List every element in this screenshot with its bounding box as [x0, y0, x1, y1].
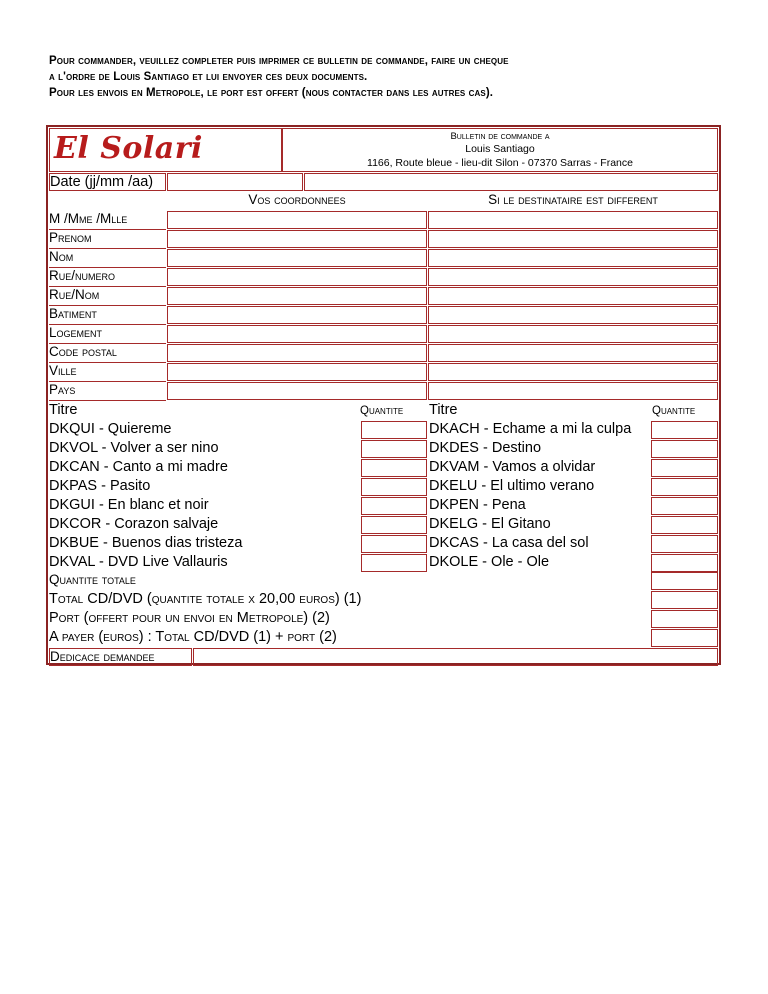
amount-due-field[interactable]: [651, 629, 718, 647]
column-recipient: Si le destinataire est different: [488, 192, 658, 207]
product-title: DKPEN - Pena: [429, 497, 526, 513]
product-qty-input[interactable]: [651, 421, 718, 439]
product-qty-input[interactable]: [361, 421, 427, 439]
row-divider: [49, 248, 166, 249]
product-title: DKOLE - Ole - Ole: [429, 554, 550, 570]
product-qty-input[interactable]: [651, 478, 718, 496]
instructions: [49, 53, 729, 101]
product-qty-input[interactable]: [361, 440, 427, 458]
product-title: DKCOR - Corazon salvaje: [49, 516, 219, 532]
form-title: Bulletin de commande a: [450, 131, 550, 142]
field-label: Pays: [49, 382, 76, 397]
your-field-input[interactable]: [167, 268, 427, 286]
your-field-input[interactable]: [167, 325, 427, 343]
product-qty-input[interactable]: [651, 497, 718, 515]
recipient-field-input[interactable]: [428, 230, 718, 248]
field-label: M /Mme /Mlle: [49, 211, 128, 226]
recipient-field-input[interactable]: [428, 249, 718, 267]
product-qty-input[interactable]: [361, 554, 427, 572]
row-divider: [49, 305, 166, 306]
product-qty-input[interactable]: [361, 497, 427, 515]
recipient-field-input[interactable]: [428, 325, 718, 343]
dedication-label: Dedicace demandee: [49, 648, 192, 666]
date-label: Date (jj/mm /aa): [49, 173, 166, 191]
date-field[interactable]: [167, 173, 303, 191]
product-qty-input[interactable]: [361, 516, 427, 534]
date-extra-field[interactable]: [304, 173, 718, 191]
product-title: DKVAM - Vamos a olvidar: [429, 459, 596, 475]
product-qty-input[interactable]: [361, 478, 427, 496]
title-header-left: Titre: [49, 402, 78, 418]
qty-header-left: Quantite: [360, 405, 404, 417]
instruction-line-2: a l'ordre de Louis Santiago et lui envoyer ces deux documents.: [49, 71, 368, 83]
product-qty-input[interactable]: [361, 459, 427, 477]
product-title: DKCAN - Canto a mi madre: [49, 459, 228, 475]
field-label: Rue/Nom: [49, 287, 100, 302]
row-divider: [49, 343, 166, 344]
qty-header-right: Quantite: [652, 405, 696, 417]
row-divider: [49, 229, 166, 230]
order-form: [46, 125, 721, 665]
instruction-line-1: Pour commander, veuillez completer puis imprimer ce bulletin de commande, faire un cheque: [49, 55, 509, 67]
your-field-input[interactable]: [167, 287, 427, 305]
row-divider: [49, 400, 166, 401]
product-qty-input[interactable]: [651, 459, 718, 477]
product-title: DKDES - Destino: [429, 440, 542, 456]
logo: El Solari: [49, 128, 282, 172]
product-title: DKCAS - La casa del sol: [429, 535, 589, 551]
recipient-field-input[interactable]: [428, 287, 718, 305]
shipping-field[interactable]: [651, 610, 718, 628]
title-header-right: Titre: [429, 402, 458, 418]
product-qty-input[interactable]: [651, 440, 718, 458]
recipient-field-input[interactable]: [428, 344, 718, 362]
your-field-input[interactable]: [167, 230, 427, 248]
product-title: DKQUI - Quiereme: [49, 421, 172, 437]
your-field-input[interactable]: [167, 382, 427, 400]
your-field-input[interactable]: [167, 211, 427, 229]
product-qty-input[interactable]: [651, 554, 718, 572]
seller-name: Louis Santiago: [465, 143, 535, 155]
your-field-input[interactable]: [167, 344, 427, 362]
recipient-field-input[interactable]: [428, 363, 718, 381]
your-field-input[interactable]: [167, 306, 427, 324]
shipping-label: Port (offert pour un envoi en Metropole) (2): [49, 610, 330, 626]
instruction-line-3: Pour les envois en Metropole, le port est offert (nous contacter dans les autres cas).: [49, 87, 494, 99]
row-divider: [49, 381, 166, 382]
amount-due-label: A payer (euros) : Total CD/DVD (1) + port (2): [49, 629, 337, 645]
dedication-field[interactable]: [193, 648, 718, 666]
recipient-field-input[interactable]: [428, 306, 718, 324]
recipient-header: [282, 128, 718, 172]
recipient-field-input[interactable]: [428, 382, 718, 400]
row-divider: [49, 286, 166, 287]
product-title: DKELU - El ultimo verano: [429, 478, 595, 494]
your-field-input[interactable]: [167, 249, 427, 267]
product-qty-input[interactable]: [651, 516, 718, 534]
total-quantity-field[interactable]: [651, 572, 718, 590]
your-field-input[interactable]: [167, 363, 427, 381]
product-title: DKGUI - En blanc et noir: [49, 497, 209, 513]
product-qty-input[interactable]: [361, 535, 427, 553]
product-title: DKVOL - Volver a ser nino: [49, 440, 219, 456]
total-quantity-label: Quantite totale: [49, 572, 136, 587]
field-label: Rue/numero: [49, 268, 116, 283]
row-divider: [49, 362, 166, 363]
product-title: DKACH - Echame a mi la culpa: [429, 421, 632, 437]
product-title: DKVAL - DVD Live Vallauris: [49, 554, 228, 570]
product-title: DKPAS - Pasito: [49, 478, 151, 494]
product-title: DKELG - El Gitano: [429, 516, 551, 532]
product-qty-input[interactable]: [651, 535, 718, 553]
row-divider: [49, 324, 166, 325]
product-title: DKBUE - Buenos dias tristeza: [49, 535, 243, 551]
field-label: Prenom: [49, 230, 92, 245]
recipient-field-input[interactable]: [428, 268, 718, 286]
field-label: Logement: [49, 325, 103, 340]
total-cd-label: Total CD/DVD (quantite totale x 20,00 euros) (1): [49, 591, 362, 607]
total-cd-field[interactable]: [651, 591, 718, 609]
column-your-details: Vos coordonnees: [248, 192, 346, 207]
row-divider: [49, 267, 166, 268]
seller-address: 1166, Route bleue - lieu-dit Silon - 07370 Sarras - France: [367, 157, 633, 169]
field-label: Ville: [49, 363, 77, 378]
field-label: Batiment: [49, 306, 97, 321]
field-label: Nom: [49, 249, 74, 264]
field-label: Code postal: [49, 344, 117, 359]
recipient-field-input[interactable]: [428, 211, 718, 229]
